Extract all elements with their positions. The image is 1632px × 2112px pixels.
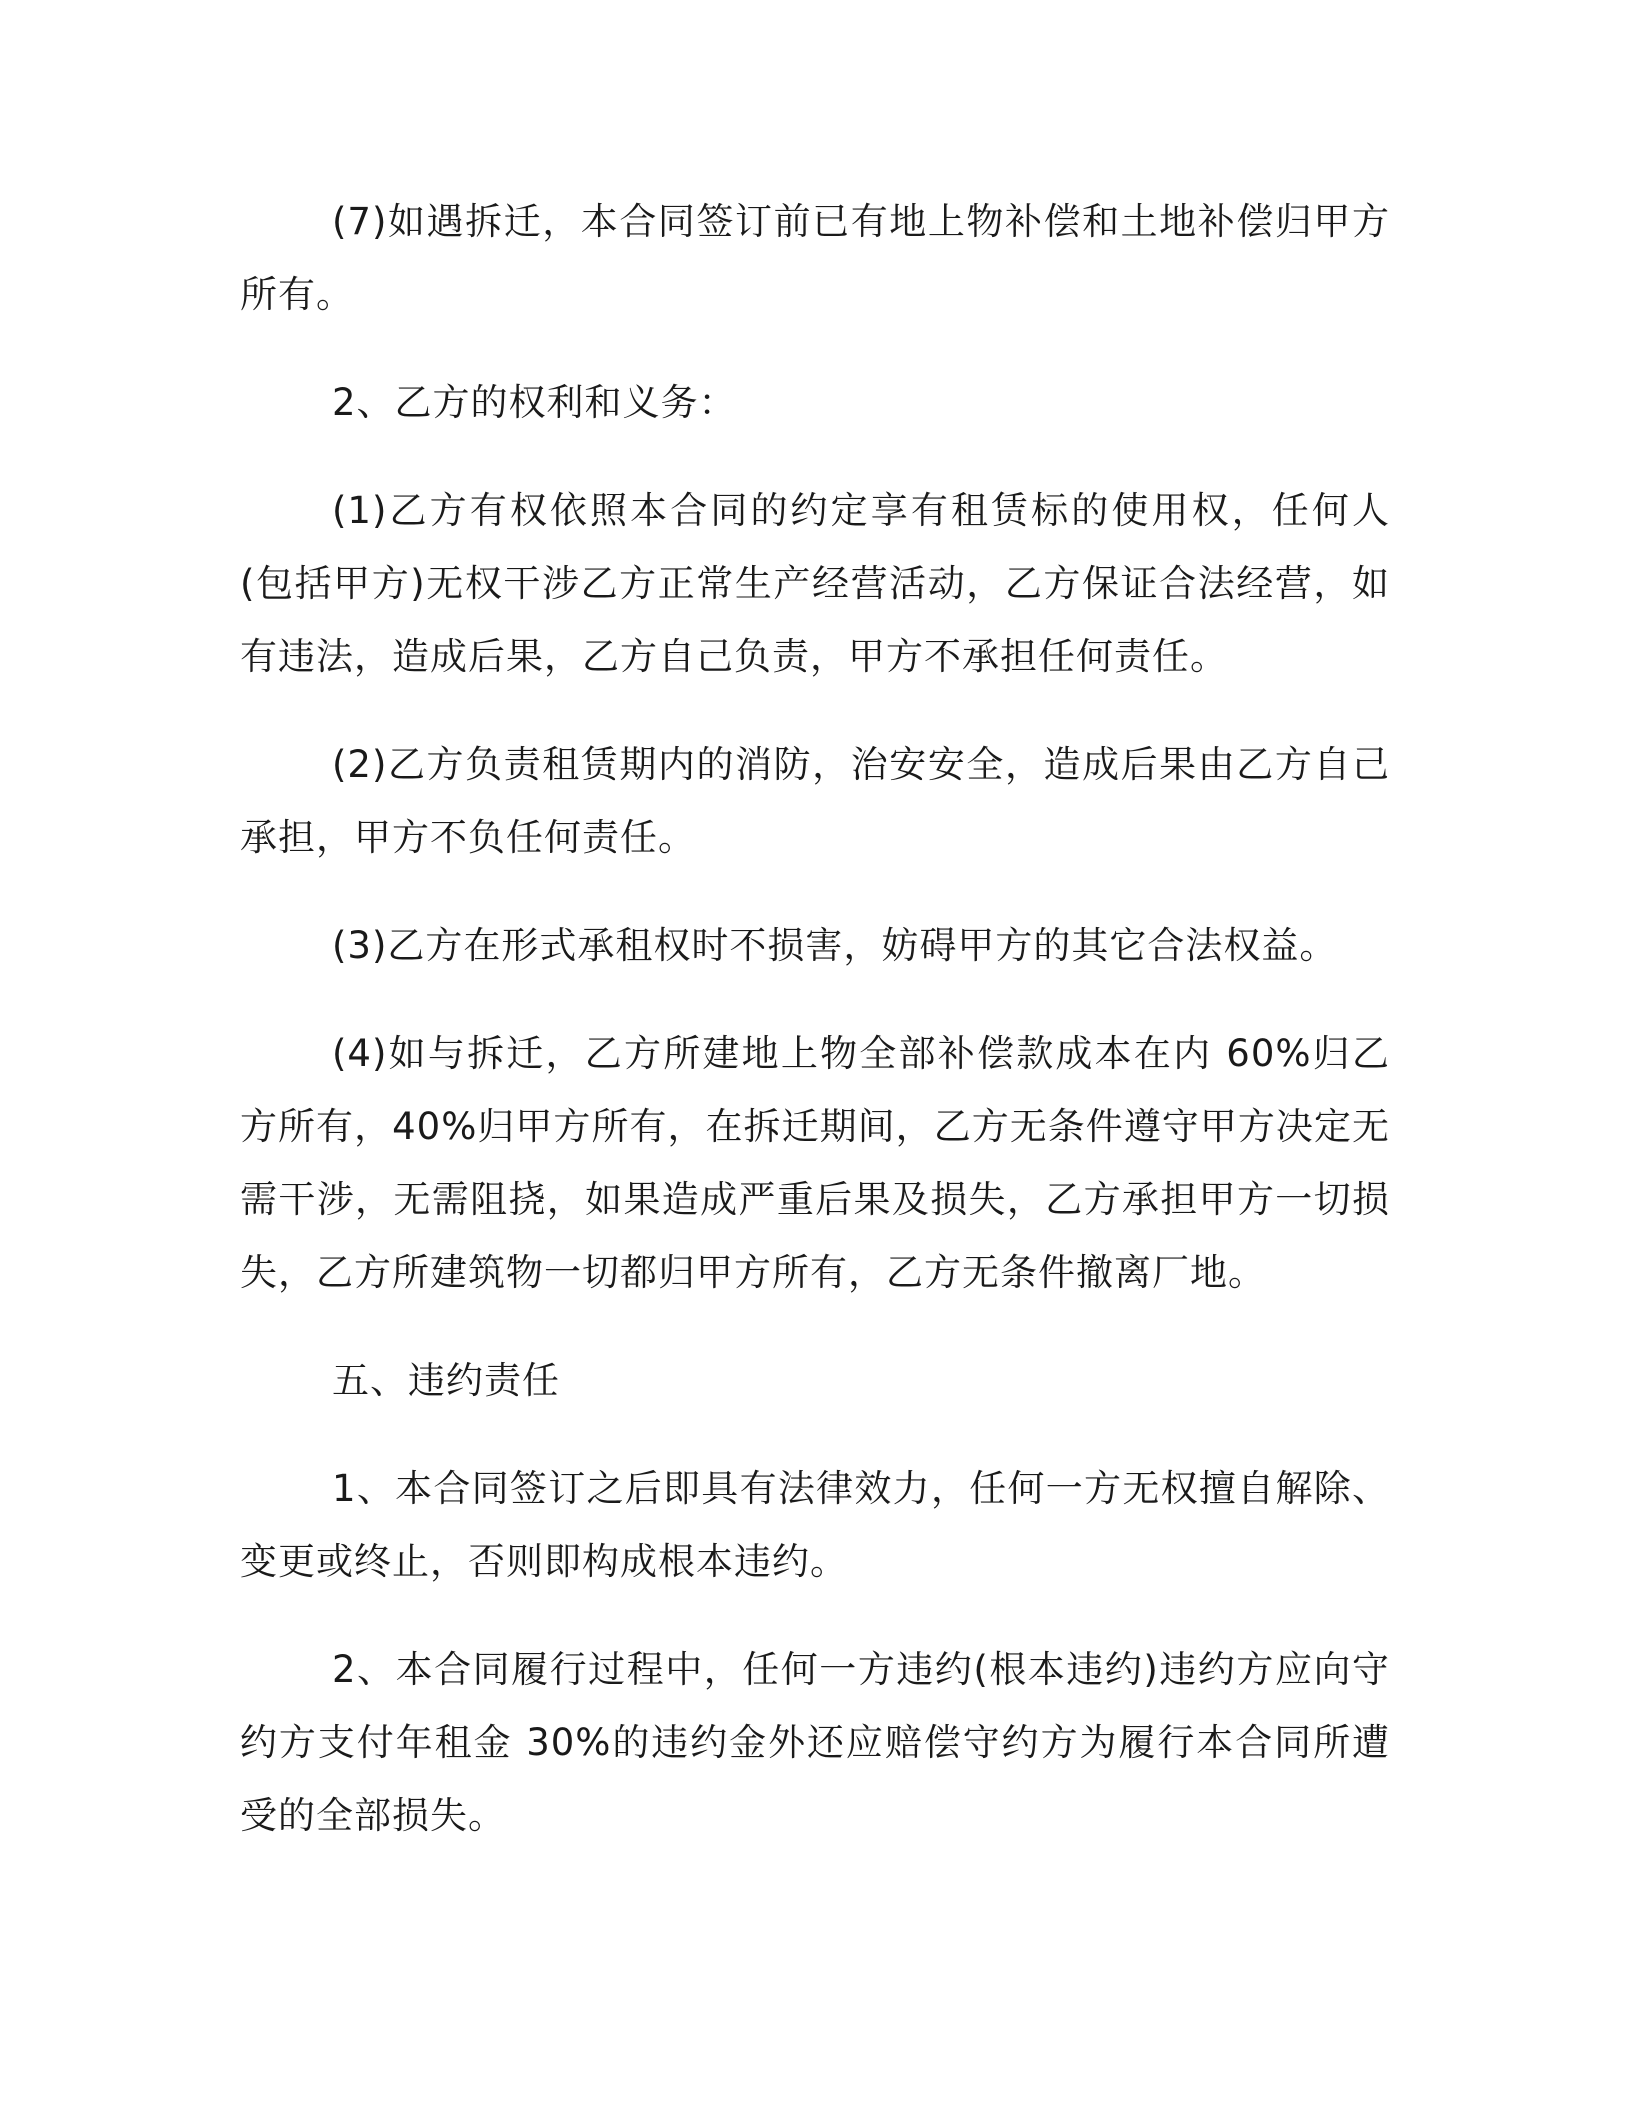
heading-party-b-rights: 2、乙方的权利和义务： — [332, 381, 737, 424]
paragraph-lessee-rights: (3)乙方在形式承租权时不损害，妨碍甲方的其它合法权益。 — [332, 924, 1338, 967]
document-body — [240, 185, 1390, 1887]
paragraph-usage-right: (1)乙方有权依照本合同的约定享有租赁标的使用权，任何人(包括甲方)无权干涉乙方正常生产经营活动，乙方保证合法经营，如有违法，造成后果，乙方自己负责，甲方不承担任何责任。 — [240, 489, 1390, 678]
paragraph-demolition-compensation: (7)如遇拆迁，本合同签订前已有地上物补偿和土地补偿归甲方所有。 — [240, 200, 1390, 316]
paragraph-penalty: 2、本合同履行过程中，任何一方违约(根本违约)违约方应向守约方支付年租金 30%的违约金外还应赔偿守约方为履行本合同所遭受的全部损失。 — [240, 1648, 1390, 1837]
paragraph-fire-safety: (2)乙方负责租赁期内的消防，治安安全，造成后果由乙方自己承担，甲方不负任何责任。 — [240, 743, 1390, 859]
heading-breach-liability: 五、违约责任 — [332, 1359, 560, 1402]
paragraph-legal-effect: 1、本合同签订之后即具有法律效力，任何一方无权擅自解除、变更或终止，否则即构成根本违约。 — [240, 1467, 1390, 1583]
paragraph-demolition-split: (4)如与拆迁，乙方所建地上物全部补偿款成本在内 60%归乙方所有，40%归甲方所有，在拆迁期间，乙方无条件遵守甲方决定无需干涉，无需阻挠，如果造成严重后果及损失，乙方承担甲方一切损失，乙方所建筑物一切都归甲方所有，乙方无条件撤离厂地。 — [240, 1032, 1390, 1294]
